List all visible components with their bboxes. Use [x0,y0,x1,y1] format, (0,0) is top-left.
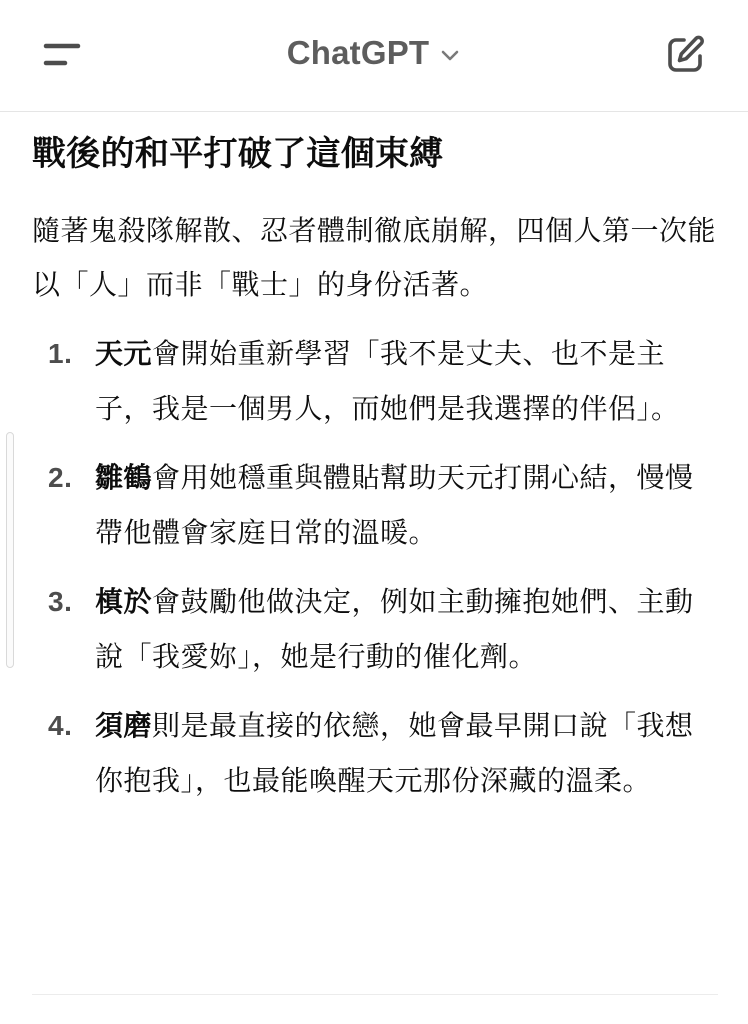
character-name: 天元 [95,337,153,370]
character-name: 槙於 [95,585,153,618]
list-item-text: 會鼓勵他做決定，例如主動擁抱她們、主動說「我愛妳」，她是行動的催化劑。 [95,585,694,673]
section-heading: 戰後的和平打破了這個束縛 [32,134,444,174]
list-item [32,574,722,684]
list-number: 1. [48,338,73,369]
assistant-message [32,128,722,822]
character-name: 雛鶴 [95,461,153,494]
list-number: 4. [48,710,73,741]
numbered-list [32,326,722,808]
list-number: 3. [48,586,73,617]
divider [32,994,718,995]
list-item [32,326,722,436]
app-title[interactable]: ChatGPT [286,34,430,71]
list-item-text: 會開始重新學習「我不是丈夫、也不是主子，我是一個男人，而她們是我選擇的伴侶」。 [95,337,680,425]
list-item-text: 會用她穩重與體貼幫助天元打開心結，慢慢帶他體會家庭日常的溫暖。 [95,461,694,549]
character-name: 須磨 [95,709,153,742]
edit-icon[interactable] [664,32,708,76]
scrollbar[interactable] [6,432,14,668]
list-item-text: 則是最直接的依戀，她會最早開口說「我想你抱我」，也最能喚醒天元那份深藏的溫柔。 [95,709,694,797]
list-item [32,698,722,808]
model-selector[interactable] [0,30,748,76]
top-bar [0,0,748,112]
intro-paragraph: 隨著鬼殺隊解散、忍者體制徹底崩解，四個人第一次能以「人」而非「戰士」的身份活著。 [32,214,717,301]
chevron-down-icon[interactable] [439,45,461,67]
list-number: 2. [48,462,73,493]
list-item [32,450,722,560]
